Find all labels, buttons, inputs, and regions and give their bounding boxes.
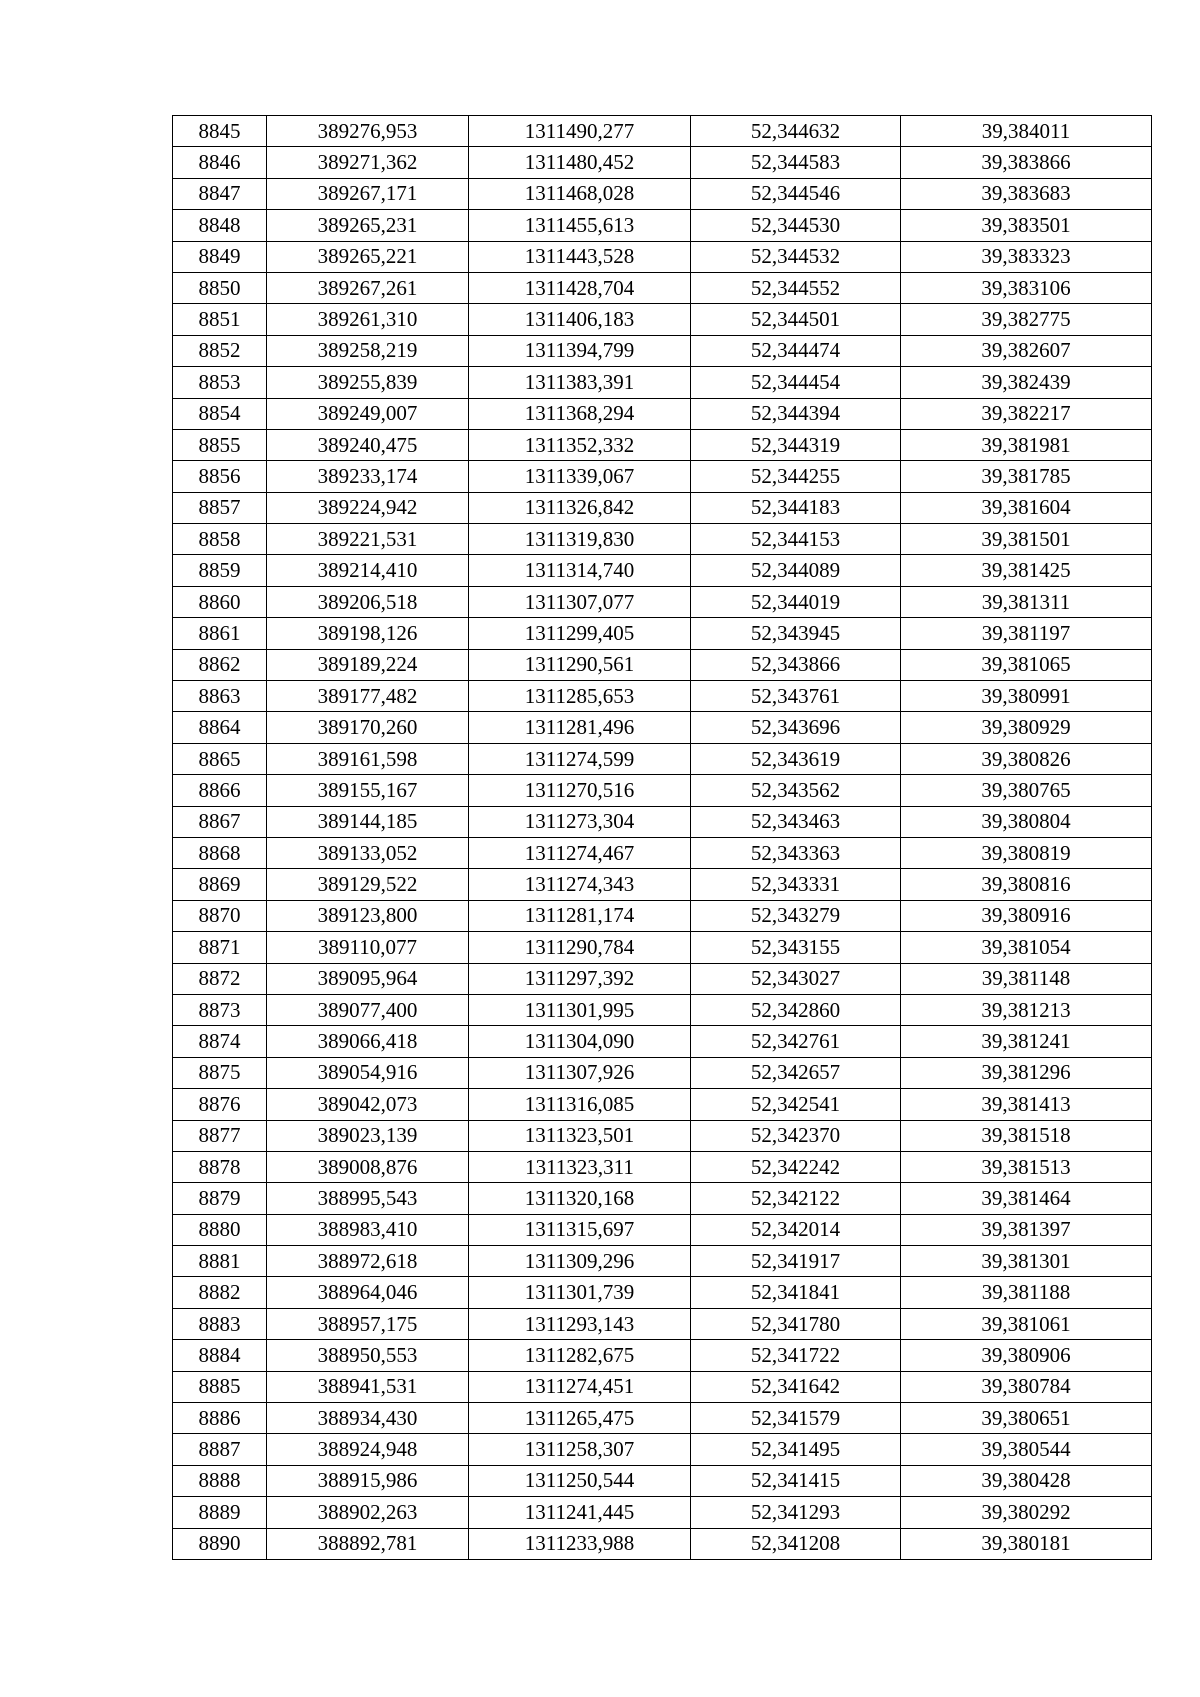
x-coordinate-cell: 389265,231 <box>267 210 469 241</box>
y-coordinate-cell: 1311281,174 <box>469 900 691 931</box>
latitude-cell: 52,344530 <box>691 210 901 241</box>
y-coordinate-cell: 1311490,277 <box>469 116 691 147</box>
table-row <box>173 618 1152 649</box>
point-number-cell: 8847 <box>173 178 267 209</box>
table-row <box>173 304 1152 335</box>
point-number-cell: 8866 <box>173 775 267 806</box>
y-coordinate-cell: 1311468,028 <box>469 178 691 209</box>
table-row <box>173 1120 1152 1151</box>
y-coordinate-cell: 1311297,392 <box>469 963 691 994</box>
table-row <box>173 932 1152 963</box>
table-row <box>173 367 1152 398</box>
x-coordinate-cell: 389161,598 <box>267 743 469 774</box>
y-coordinate-cell: 1311290,561 <box>469 649 691 680</box>
latitude-cell: 52,344632 <box>691 116 901 147</box>
coordinates-table-body <box>173 116 1152 1560</box>
point-number-cell: 8859 <box>173 555 267 586</box>
x-coordinate-cell: 389133,052 <box>267 837 469 868</box>
y-coordinate-cell: 1311274,467 <box>469 837 691 868</box>
longitude-cell: 39,380181 <box>901 1528 1152 1559</box>
longitude-cell: 39,381065 <box>901 649 1152 680</box>
point-number-cell: 8884 <box>173 1340 267 1371</box>
point-number-cell: 8878 <box>173 1151 267 1182</box>
table-row <box>173 900 1152 931</box>
longitude-cell: 39,380784 <box>901 1371 1152 1402</box>
x-coordinate-cell: 389077,400 <box>267 994 469 1025</box>
point-number-cell: 8854 <box>173 398 267 429</box>
x-coordinate-cell: 389221,531 <box>267 524 469 555</box>
point-number-cell: 8858 <box>173 524 267 555</box>
y-coordinate-cell: 1311273,304 <box>469 806 691 837</box>
point-number-cell: 8870 <box>173 900 267 931</box>
latitude-cell: 52,341917 <box>691 1246 901 1277</box>
table-row <box>173 775 1152 806</box>
x-coordinate-cell: 389144,185 <box>267 806 469 837</box>
latitude-cell: 52,342657 <box>691 1057 901 1088</box>
x-coordinate-cell: 389271,362 <box>267 147 469 178</box>
longitude-cell: 39,382217 <box>901 398 1152 429</box>
longitude-cell: 39,381464 <box>901 1183 1152 1214</box>
point-number-cell: 8848 <box>173 210 267 241</box>
x-coordinate-cell: 389261,310 <box>267 304 469 335</box>
point-number-cell: 8868 <box>173 837 267 868</box>
longitude-cell: 39,384011 <box>901 116 1152 147</box>
latitude-cell: 52,343279 <box>691 900 901 931</box>
point-number-cell: 8869 <box>173 869 267 900</box>
table-row <box>173 1214 1152 1245</box>
table-row <box>173 837 1152 868</box>
y-coordinate-cell: 1311368,294 <box>469 398 691 429</box>
table-row <box>173 743 1152 774</box>
longitude-cell: 39,381513 <box>901 1151 1152 1182</box>
latitude-cell: 52,341293 <box>691 1497 901 1528</box>
x-coordinate-cell: 388902,263 <box>267 1497 469 1528</box>
latitude-cell: 52,344474 <box>691 335 901 366</box>
latitude-cell: 52,343761 <box>691 681 901 712</box>
longitude-cell: 39,381148 <box>901 963 1152 994</box>
y-coordinate-cell: 1311274,343 <box>469 869 691 900</box>
x-coordinate-cell: 389198,126 <box>267 618 469 649</box>
table-row <box>173 1089 1152 1120</box>
point-number-cell: 8876 <box>173 1089 267 1120</box>
table-row <box>173 1246 1152 1277</box>
y-coordinate-cell: 1311301,739 <box>469 1277 691 1308</box>
latitude-cell: 52,341841 <box>691 1277 901 1308</box>
point-number-cell: 8873 <box>173 994 267 1025</box>
longitude-cell: 39,381188 <box>901 1277 1152 1308</box>
latitude-cell: 52,342761 <box>691 1026 901 1057</box>
y-coordinate-cell: 1311265,475 <box>469 1403 691 1434</box>
x-coordinate-cell: 389189,224 <box>267 649 469 680</box>
point-number-cell: 8883 <box>173 1308 267 1339</box>
longitude-cell: 39,381501 <box>901 524 1152 555</box>
latitude-cell: 52,343155 <box>691 932 901 963</box>
y-coordinate-cell: 1311480,452 <box>469 147 691 178</box>
longitude-cell: 39,381296 <box>901 1057 1152 1088</box>
longitude-cell: 39,381213 <box>901 994 1152 1025</box>
longitude-cell: 39,380816 <box>901 869 1152 900</box>
y-coordinate-cell: 1311233,988 <box>469 1528 691 1559</box>
longitude-cell: 39,381785 <box>901 461 1152 492</box>
table-row <box>173 398 1152 429</box>
longitude-cell: 39,382775 <box>901 304 1152 335</box>
latitude-cell: 52,342370 <box>691 1120 901 1151</box>
latitude-cell: 52,343463 <box>691 806 901 837</box>
longitude-cell: 39,383501 <box>901 210 1152 241</box>
table-row <box>173 586 1152 617</box>
y-coordinate-cell: 1311323,501 <box>469 1120 691 1151</box>
x-coordinate-cell: 389276,953 <box>267 116 469 147</box>
latitude-cell: 52,341208 <box>691 1528 901 1559</box>
latitude-cell: 52,344089 <box>691 555 901 586</box>
y-coordinate-cell: 1311455,613 <box>469 210 691 241</box>
latitude-cell: 52,344454 <box>691 367 901 398</box>
y-coordinate-cell: 1311394,799 <box>469 335 691 366</box>
x-coordinate-cell: 389110,077 <box>267 932 469 963</box>
y-coordinate-cell: 1311290,784 <box>469 932 691 963</box>
longitude-cell: 39,381604 <box>901 492 1152 523</box>
table-row <box>173 649 1152 680</box>
y-coordinate-cell: 1311258,307 <box>469 1434 691 1465</box>
y-coordinate-cell: 1311285,653 <box>469 681 691 712</box>
latitude-cell: 52,342541 <box>691 1089 901 1120</box>
x-coordinate-cell: 389206,518 <box>267 586 469 617</box>
point-number-cell: 8861 <box>173 618 267 649</box>
y-coordinate-cell: 1311406,183 <box>469 304 691 335</box>
point-number-cell: 8888 <box>173 1465 267 1496</box>
x-coordinate-cell: 389008,876 <box>267 1151 469 1182</box>
point-number-cell: 8872 <box>173 963 267 994</box>
longitude-cell: 39,380765 <box>901 775 1152 806</box>
table-row <box>173 555 1152 586</box>
point-number-cell: 8875 <box>173 1057 267 1088</box>
latitude-cell: 52,341579 <box>691 1403 901 1434</box>
table-row <box>173 681 1152 712</box>
point-number-cell: 8889 <box>173 1497 267 1528</box>
latitude-cell: 52,344394 <box>691 398 901 429</box>
x-coordinate-cell: 389042,073 <box>267 1089 469 1120</box>
y-coordinate-cell: 1311270,516 <box>469 775 691 806</box>
latitude-cell: 52,344552 <box>691 272 901 303</box>
x-coordinate-cell: 389267,171 <box>267 178 469 209</box>
longitude-cell: 39,383106 <box>901 272 1152 303</box>
point-number-cell: 8853 <box>173 367 267 398</box>
table-row <box>173 272 1152 303</box>
table-row <box>173 1403 1152 1434</box>
latitude-cell: 52,343027 <box>691 963 901 994</box>
longitude-cell: 39,380544 <box>901 1434 1152 1465</box>
table-row <box>173 1371 1152 1402</box>
longitude-cell: 39,381301 <box>901 1246 1152 1277</box>
longitude-cell: 39,381311 <box>901 586 1152 617</box>
latitude-cell: 52,342014 <box>691 1214 901 1245</box>
y-coordinate-cell: 1311293,143 <box>469 1308 691 1339</box>
table-row <box>173 869 1152 900</box>
x-coordinate-cell: 388964,046 <box>267 1277 469 1308</box>
latitude-cell: 52,341415 <box>691 1465 901 1496</box>
table-row <box>173 1183 1152 1214</box>
point-number-cell: 8886 <box>173 1403 267 1434</box>
x-coordinate-cell: 388950,553 <box>267 1340 469 1371</box>
latitude-cell: 52,343363 <box>691 837 901 868</box>
longitude-cell: 39,380651 <box>901 1403 1152 1434</box>
table-row <box>173 963 1152 994</box>
longitude-cell: 39,383866 <box>901 147 1152 178</box>
y-coordinate-cell: 1311274,451 <box>469 1371 691 1402</box>
longitude-cell: 39,381241 <box>901 1026 1152 1057</box>
table-row <box>173 429 1152 460</box>
y-coordinate-cell: 1311352,332 <box>469 429 691 460</box>
x-coordinate-cell: 388957,175 <box>267 1308 469 1339</box>
longitude-cell: 39,381413 <box>901 1089 1152 1120</box>
point-number-cell: 8865 <box>173 743 267 774</box>
y-coordinate-cell: 1311309,296 <box>469 1246 691 1277</box>
table-row <box>173 116 1152 147</box>
table-row <box>173 994 1152 1025</box>
latitude-cell: 52,343331 <box>691 869 901 900</box>
table-row <box>173 1340 1152 1371</box>
table-row <box>173 1277 1152 1308</box>
x-coordinate-cell: 389249,007 <box>267 398 469 429</box>
latitude-cell: 52,343866 <box>691 649 901 680</box>
point-number-cell: 8890 <box>173 1528 267 1559</box>
longitude-cell: 39,381054 <box>901 932 1152 963</box>
latitude-cell: 52,343696 <box>691 712 901 743</box>
point-number-cell: 8871 <box>173 932 267 963</box>
table-row <box>173 524 1152 555</box>
y-coordinate-cell: 1311307,926 <box>469 1057 691 1088</box>
latitude-cell: 52,344153 <box>691 524 901 555</box>
point-number-cell: 8856 <box>173 461 267 492</box>
table-row <box>173 1528 1152 1559</box>
latitude-cell: 52,343562 <box>691 775 901 806</box>
point-number-cell: 8855 <box>173 429 267 460</box>
latitude-cell: 52,344546 <box>691 178 901 209</box>
longitude-cell: 39,380292 <box>901 1497 1152 1528</box>
table-row <box>173 1308 1152 1339</box>
y-coordinate-cell: 1311301,995 <box>469 994 691 1025</box>
point-number-cell: 8864 <box>173 712 267 743</box>
longitude-cell: 39,380826 <box>901 743 1152 774</box>
point-number-cell: 8874 <box>173 1026 267 1057</box>
x-coordinate-cell: 389095,964 <box>267 963 469 994</box>
latitude-cell: 52,342242 <box>691 1151 901 1182</box>
latitude-cell: 52,341780 <box>691 1308 901 1339</box>
point-number-cell: 8845 <box>173 116 267 147</box>
x-coordinate-cell: 389267,261 <box>267 272 469 303</box>
table-row <box>173 492 1152 523</box>
table-row <box>173 335 1152 366</box>
point-number-cell: 8882 <box>173 1277 267 1308</box>
x-coordinate-cell: 388892,781 <box>267 1528 469 1559</box>
point-number-cell: 8862 <box>173 649 267 680</box>
x-coordinate-cell: 389224,942 <box>267 492 469 523</box>
y-coordinate-cell: 1311320,168 <box>469 1183 691 1214</box>
y-coordinate-cell: 1311443,528 <box>469 241 691 272</box>
point-number-cell: 8860 <box>173 586 267 617</box>
longitude-cell: 39,381061 <box>901 1308 1152 1339</box>
x-coordinate-cell: 389054,916 <box>267 1057 469 1088</box>
point-number-cell: 8846 <box>173 147 267 178</box>
point-number-cell: 8849 <box>173 241 267 272</box>
longitude-cell: 39,380428 <box>901 1465 1152 1496</box>
y-coordinate-cell: 1311274,599 <box>469 743 691 774</box>
latitude-cell: 52,343619 <box>691 743 901 774</box>
longitude-cell: 39,380804 <box>901 806 1152 837</box>
y-coordinate-cell: 1311299,405 <box>469 618 691 649</box>
point-number-cell: 8881 <box>173 1246 267 1277</box>
latitude-cell: 52,341722 <box>691 1340 901 1371</box>
y-coordinate-cell: 1311314,740 <box>469 555 691 586</box>
latitude-cell: 52,343945 <box>691 618 901 649</box>
x-coordinate-cell: 389170,260 <box>267 712 469 743</box>
longitude-cell: 39,380819 <box>901 837 1152 868</box>
latitude-cell: 52,344183 <box>691 492 901 523</box>
point-number-cell: 8850 <box>173 272 267 303</box>
y-coordinate-cell: 1311241,445 <box>469 1497 691 1528</box>
y-coordinate-cell: 1311315,697 <box>469 1214 691 1245</box>
x-coordinate-cell: 388983,410 <box>267 1214 469 1245</box>
longitude-cell: 39,382607 <box>901 335 1152 366</box>
x-coordinate-cell: 388941,531 <box>267 1371 469 1402</box>
latitude-cell: 52,344019 <box>691 586 901 617</box>
point-number-cell: 8863 <box>173 681 267 712</box>
longitude-cell: 39,380906 <box>901 1340 1152 1371</box>
latitude-cell: 52,344255 <box>691 461 901 492</box>
y-coordinate-cell: 1311316,085 <box>469 1089 691 1120</box>
x-coordinate-cell: 389258,219 <box>267 335 469 366</box>
y-coordinate-cell: 1311282,675 <box>469 1340 691 1371</box>
table-row <box>173 241 1152 272</box>
longitude-cell: 39,381981 <box>901 429 1152 460</box>
point-number-cell: 8877 <box>173 1120 267 1151</box>
longitude-cell: 39,382439 <box>901 367 1152 398</box>
table-row <box>173 1151 1152 1182</box>
y-coordinate-cell: 1311281,496 <box>469 712 691 743</box>
longitude-cell: 39,380929 <box>901 712 1152 743</box>
y-coordinate-cell: 1311383,391 <box>469 367 691 398</box>
longitude-cell: 39,381518 <box>901 1120 1152 1151</box>
y-coordinate-cell: 1311307,077 <box>469 586 691 617</box>
table-row <box>173 1497 1152 1528</box>
y-coordinate-cell: 1311339,067 <box>469 461 691 492</box>
x-coordinate-cell: 388934,430 <box>267 1403 469 1434</box>
table-row <box>173 461 1152 492</box>
point-number-cell: 8857 <box>173 492 267 523</box>
table-row <box>173 210 1152 241</box>
latitude-cell: 52,344532 <box>691 241 901 272</box>
latitude-cell: 52,344501 <box>691 304 901 335</box>
table-row <box>173 147 1152 178</box>
longitude-cell: 39,383683 <box>901 178 1152 209</box>
longitude-cell: 39,381197 <box>901 618 1152 649</box>
latitude-cell: 52,342122 <box>691 1183 901 1214</box>
x-coordinate-cell: 389023,139 <box>267 1120 469 1151</box>
longitude-cell: 39,380916 <box>901 900 1152 931</box>
longitude-cell: 39,380991 <box>901 681 1152 712</box>
x-coordinate-cell: 388972,618 <box>267 1246 469 1277</box>
latitude-cell: 52,344319 <box>691 429 901 460</box>
y-coordinate-cell: 1311428,704 <box>469 272 691 303</box>
point-number-cell: 8880 <box>173 1214 267 1245</box>
x-coordinate-cell: 389255,839 <box>267 367 469 398</box>
longitude-cell: 39,381397 <box>901 1214 1152 1245</box>
x-coordinate-cell: 389129,522 <box>267 869 469 900</box>
x-coordinate-cell: 388924,948 <box>267 1434 469 1465</box>
x-coordinate-cell: 389233,174 <box>267 461 469 492</box>
latitude-cell: 52,341495 <box>691 1434 901 1465</box>
point-number-cell: 8867 <box>173 806 267 837</box>
table-row <box>173 806 1152 837</box>
y-coordinate-cell: 1311304,090 <box>469 1026 691 1057</box>
x-coordinate-cell: 388995,543 <box>267 1183 469 1214</box>
x-coordinate-cell: 389123,800 <box>267 900 469 931</box>
x-coordinate-cell: 389265,221 <box>267 241 469 272</box>
latitude-cell: 52,341642 <box>691 1371 901 1402</box>
x-coordinate-cell: 389066,418 <box>267 1026 469 1057</box>
coordinates-table <box>172 115 1152 1560</box>
table-row <box>173 1026 1152 1057</box>
x-coordinate-cell: 389177,482 <box>267 681 469 712</box>
table-row <box>173 178 1152 209</box>
table-row <box>173 712 1152 743</box>
y-coordinate-cell: 1311319,830 <box>469 524 691 555</box>
point-number-cell: 8885 <box>173 1371 267 1402</box>
table-row <box>173 1434 1152 1465</box>
point-number-cell: 8851 <box>173 304 267 335</box>
point-number-cell: 8887 <box>173 1434 267 1465</box>
latitude-cell: 52,342860 <box>691 994 901 1025</box>
table-row <box>173 1465 1152 1496</box>
table-row <box>173 1057 1152 1088</box>
x-coordinate-cell: 389240,475 <box>267 429 469 460</box>
x-coordinate-cell: 388915,986 <box>267 1465 469 1496</box>
y-coordinate-cell: 1311323,311 <box>469 1151 691 1182</box>
longitude-cell: 39,383323 <box>901 241 1152 272</box>
y-coordinate-cell: 1311326,842 <box>469 492 691 523</box>
latitude-cell: 52,344583 <box>691 147 901 178</box>
x-coordinate-cell: 389155,167 <box>267 775 469 806</box>
x-coordinate-cell: 389214,410 <box>267 555 469 586</box>
longitude-cell: 39,381425 <box>901 555 1152 586</box>
y-coordinate-cell: 1311250,544 <box>469 1465 691 1496</box>
point-number-cell: 8879 <box>173 1183 267 1214</box>
point-number-cell: 8852 <box>173 335 267 366</box>
